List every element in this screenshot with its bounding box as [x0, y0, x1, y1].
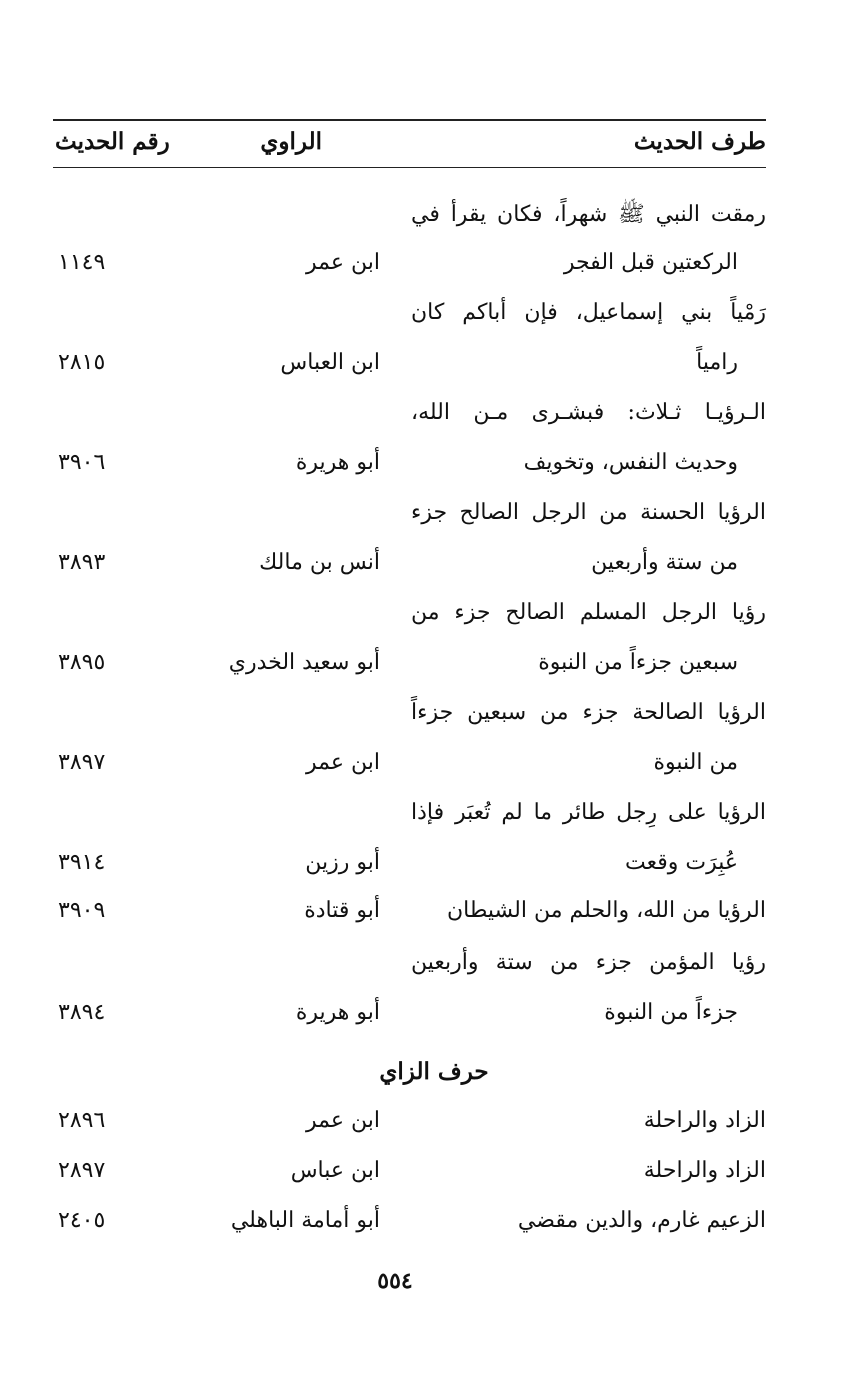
hadith-number: ٣٩٠٩ — [58, 898, 106, 923]
hadith-text-line1: الرؤيا على رِجل طائر ما لم تُعبَر فإذا — [411, 800, 766, 825]
hadith-text-line1: الرؤيا من الله، والحلم من الشيطان — [447, 898, 766, 923]
column-header-narrator: الراوي — [260, 128, 322, 155]
hadith-number: ٣٨٩٧ — [58, 750, 106, 775]
hadith-text-line1: الزاد والراحلة — [643, 1108, 766, 1133]
narrator: ابن عباس — [290, 1158, 380, 1183]
header-rule — [53, 167, 766, 168]
hadith-number: ٢٤٠٥ — [58, 1208, 106, 1233]
hadith-number: ٢٨٩٦ — [58, 1108, 106, 1133]
section-title: حرف الزاي — [379, 1058, 489, 1085]
hadith-text-line2: من ستة وأربعين — [591, 550, 738, 575]
hadith-text-line1: رَمْياً بني إسماعيل، فإن أباكم كان — [411, 300, 766, 325]
hadith-number: ٣٨٩٣ — [58, 550, 106, 575]
hadith-text-line2: سبعين جزءاً من النبوة — [538, 650, 738, 675]
hadith-text-line1: رؤيا المؤمن جزء من ستة وأربعين — [411, 950, 766, 975]
hadith-text-line1: الرؤيا الصالحة جزء من سبعين جزءاً — [411, 700, 766, 725]
hadith-number: ٣٩١٤ — [58, 850, 106, 875]
hadith-number: ٣٨٩٥ — [58, 650, 106, 675]
hadith-number: ١١٤٩ — [58, 250, 106, 275]
page-number: ٥٥٤ — [377, 1268, 413, 1294]
hadith-text-line2: جزءاً من النبوة — [604, 1000, 738, 1025]
hadith-text-line1: رمقت النبي ﷺ شهراً، فكان يقرأ في — [411, 202, 766, 227]
column-header-number: رقم الحديث — [55, 128, 170, 155]
hadith-number: ٣٩٠٦ — [58, 450, 106, 475]
narrator: أبو سعيد الخدري — [228, 650, 380, 675]
narrator: ابن عمر — [306, 250, 380, 275]
hadith-text-line2: وحديث النفس، وتخويف — [523, 450, 738, 475]
hadith-text-line1: الرؤيا الحسنة من الرجل الصالح جزء — [411, 500, 766, 525]
hadith-text-line2: من النبوة — [653, 750, 738, 775]
hadith-text-line2: الركعتين قبل الفجر — [563, 250, 738, 275]
narrator: ابن عمر — [306, 1108, 380, 1133]
narrator: أبو قتادة — [304, 898, 380, 923]
narrator: أبو رزين — [305, 850, 380, 875]
narrator: ابن العباس — [280, 350, 380, 375]
hadith-text-line1: رؤيا الرجل المسلم الصالح جزء من — [411, 600, 766, 625]
hadith-number: ٢٨١٥ — [58, 350, 106, 375]
hadith-number: ٣٨٩٤ — [58, 1000, 106, 1025]
narrator: ابن عمر — [306, 750, 380, 775]
hadith-text-line1: الـرؤيـا ثـلاث: فبشـرى مـن الله، — [411, 400, 766, 425]
hadith-text-line2: رامياً — [696, 350, 738, 375]
hadith-text-line2: عُبِرَت وقعت — [625, 850, 738, 875]
top-rule — [53, 119, 766, 121]
narrator: أنس بن مالك — [259, 550, 380, 575]
hadith-number: ٢٨٩٧ — [58, 1158, 106, 1183]
narrator: أبو هريرة — [295, 450, 380, 475]
narrator: أبو أمامة الباهلي — [230, 1208, 380, 1233]
narrator: أبو هريرة — [295, 1000, 380, 1025]
hadith-text-line1: الزعيم غارم، والدين مقضي — [517, 1208, 766, 1233]
column-header-text: طرف الحديث — [633, 128, 766, 155]
hadith-text-line1: الزاد والراحلة — [643, 1158, 766, 1183]
